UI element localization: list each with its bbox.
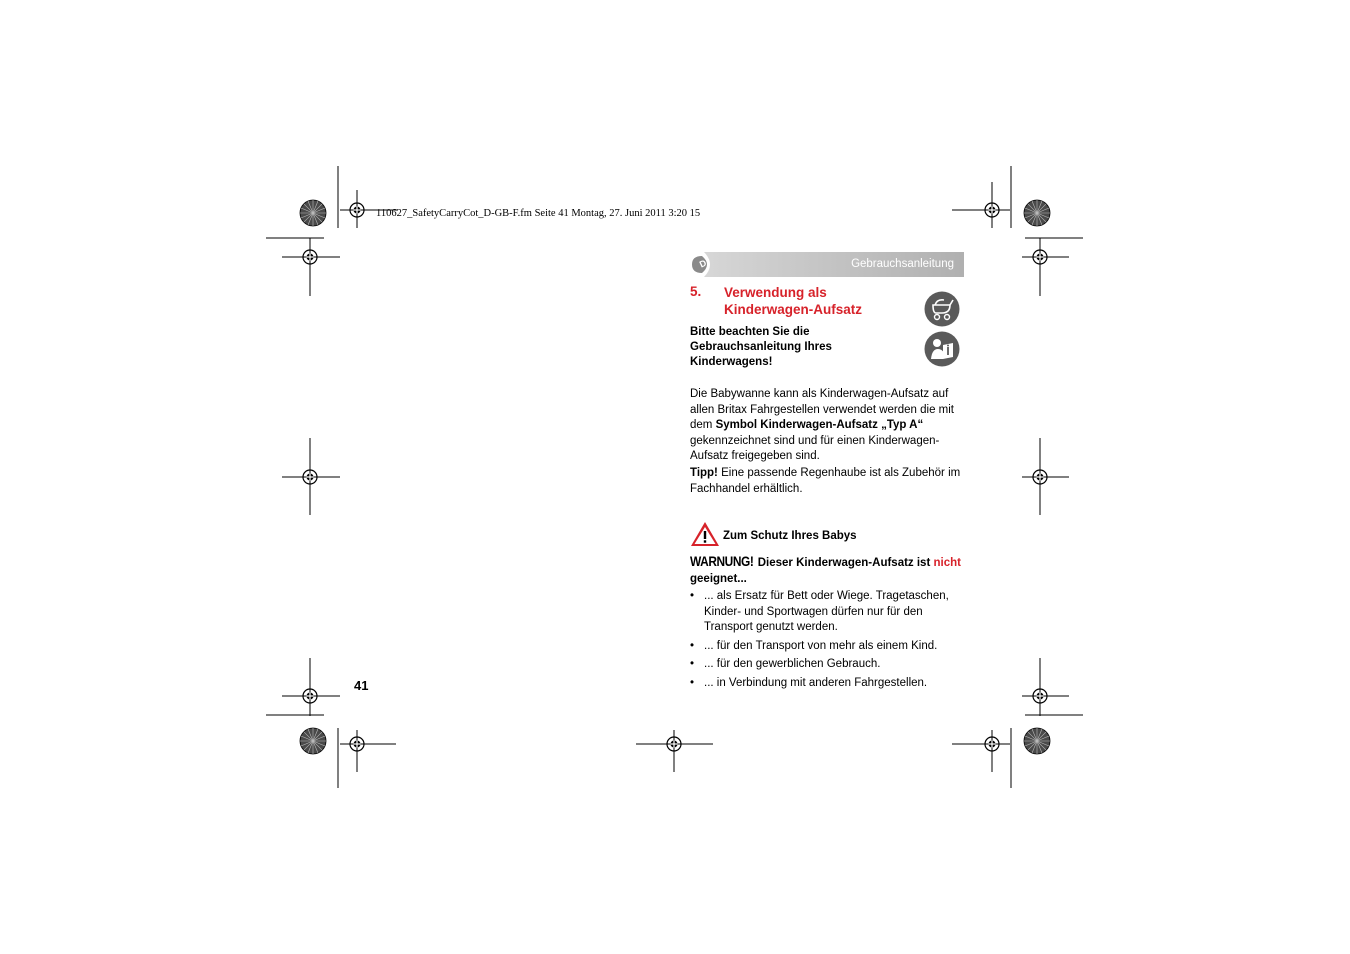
list-item: • ... in Verbindung mit anderen Fahrgestellen. [690, 676, 960, 692]
tip-label: Tipp! [690, 467, 718, 479]
body-text-a: Die Babywanne kann als Kinderwagen-Aufsatz auf allen Britax Fahrgestellen verwendet werden die mit dem [690, 388, 954, 431]
chapter-title [724, 284, 914, 318]
warning-text-red: nicht [933, 557, 961, 569]
language-tab [690, 252, 716, 277]
chapter-title-line1: Verwendung als [724, 285, 827, 300]
warning-statement [690, 553, 968, 587]
body-text-bold: Symbol Kinderwagen-Aufsatz „Typ A“ [715, 419, 924, 431]
warning-word: WARNUNG! [690, 553, 754, 569]
note-line1: Bitte beachten Sie die [690, 326, 810, 338]
tip-text: Eine passende Regenhaube ist als Zubehör im Fachhandel erhältlich. [690, 467, 961, 495]
list-item: • ... für den gewerblichen Gebrauch. [690, 657, 960, 673]
stroller-icon [924, 291, 960, 327]
note-read-stroller-manual [690, 325, 905, 370]
warning-heading: Zum Schutz Ihres Babys [723, 530, 857, 542]
warning-bullet-list [690, 589, 960, 694]
note-line3: Kinderwagens! [690, 356, 773, 368]
read-manual-icon [924, 331, 960, 367]
file-header: 110627_SafetyCarryCot_D-GB-F.fm Seite 41 Montag, 27. Juni 2011 3:20 15 [376, 208, 701, 219]
chapter-title-line2: Kinderwagen-Aufsatz [724, 302, 863, 317]
list-item: • ... als Ersatz für Bett oder Wiege. Tragetaschen, Kinder- und Sportwagen dürfen nur für den Transport genutzt werden. [690, 589, 960, 636]
list-item: • ... für den Transport von mehr als einem Kind. [690, 639, 960, 655]
section-bar [690, 252, 964, 277]
warning-text-b: geeignet... [690, 573, 747, 585]
warning-text-a: Dieser Kinderwagen-Aufsatz ist [754, 557, 934, 569]
tip-paragraph [690, 466, 968, 497]
language-code: D [697, 257, 709, 270]
chapter-number: 5. [690, 284, 702, 299]
note-line2: Gebrauchsanleitung Ihres [690, 341, 832, 353]
page-number: 41 [354, 678, 369, 693]
body-text-b: gekennzeichnet sind und für einen Kinderwagen-Aufsatz freigegeben sind. [690, 434, 940, 462]
warning-triangle-icon [690, 521, 720, 547]
body-paragraph [690, 387, 968, 465]
section-title: Gebrauchsanleitung [851, 258, 954, 270]
